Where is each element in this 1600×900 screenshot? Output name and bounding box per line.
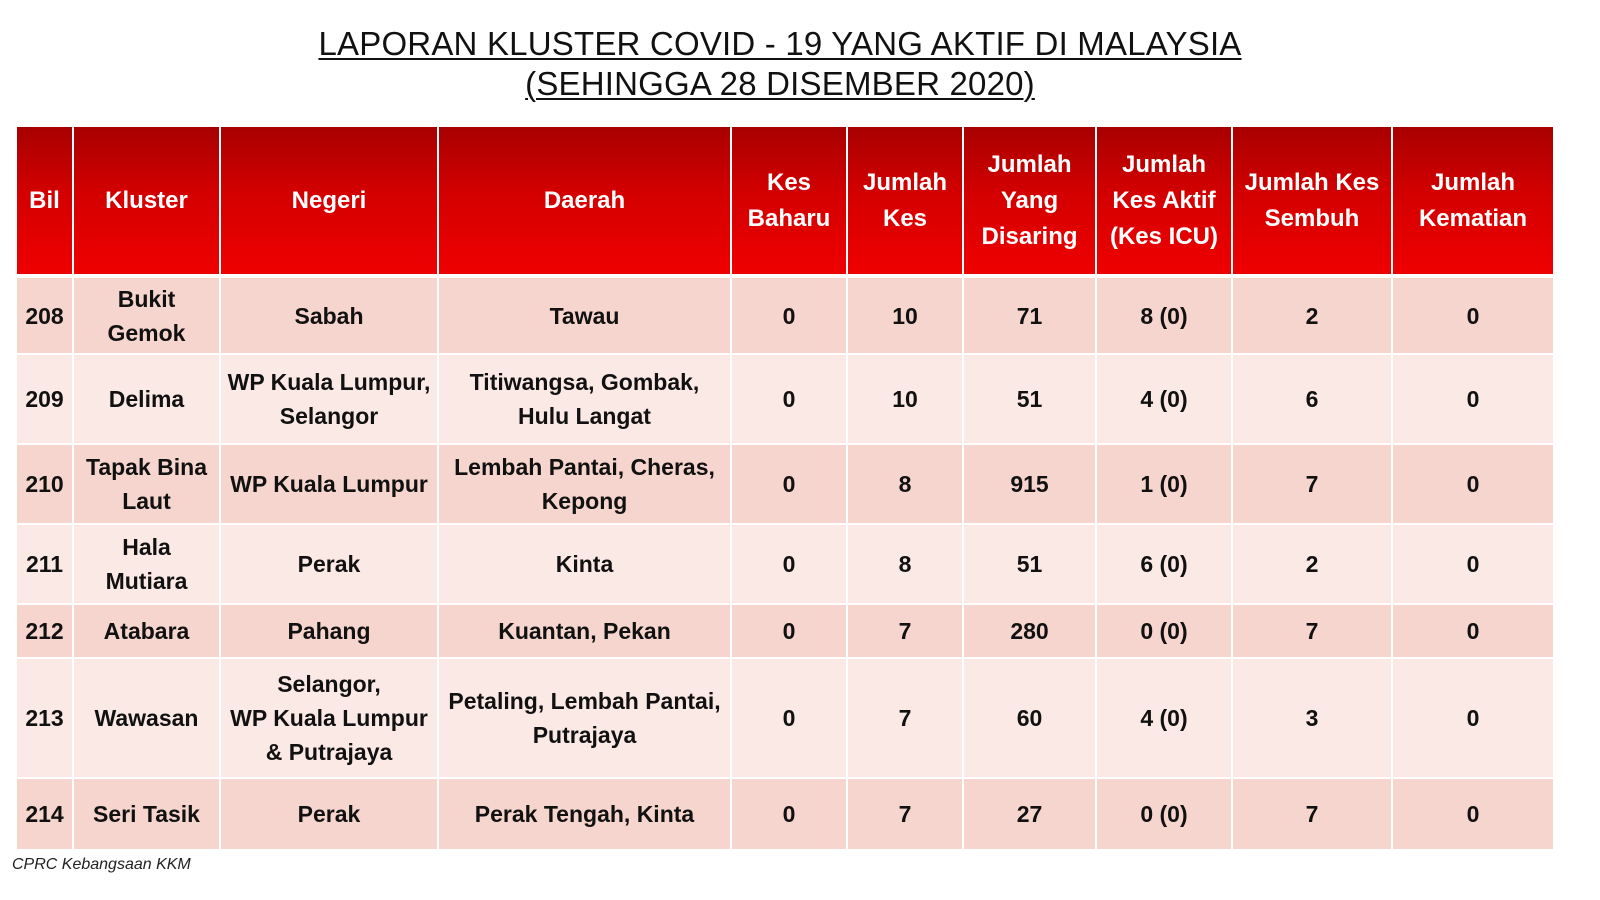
cell-jumlah-disaring: 51 (963, 354, 1096, 444)
column-header-text: Negeri (291, 186, 367, 214)
cell-kes-baharu: 0 (731, 444, 847, 524)
cell-bil: 213 (16, 658, 73, 778)
table-body (16, 276, 1554, 850)
column-header-jumlah-kes (847, 126, 963, 276)
column-header-text: Baharu (747, 204, 831, 232)
cell-jumlah-disaring: 51 (963, 524, 1096, 604)
column-header-text: Jumlah Kes (1244, 168, 1380, 196)
cell-negeri (220, 658, 438, 778)
table-row (16, 778, 1554, 850)
cell-kes-sembuh: 7 (1232, 444, 1392, 524)
cell-negeri (220, 276, 438, 354)
cell-jumlah-kes: 7 (847, 604, 963, 658)
column-header-text: Kematian (1418, 204, 1528, 232)
cell-kes-aktif: 6 (0) (1096, 524, 1232, 604)
cell-text-line: Perak (297, 801, 361, 827)
table-row (16, 658, 1554, 778)
cell-text-line: Pahang (287, 618, 371, 644)
cell-kematian: 0 (1392, 354, 1554, 444)
cell-kluster (73, 778, 220, 850)
cell-jumlah-kes: 7 (847, 778, 963, 850)
cell-kes-baharu: 0 (731, 354, 847, 444)
cell-kes-sembuh: 6 (1232, 354, 1392, 444)
cell-jumlah-disaring: 60 (963, 658, 1096, 778)
cell-kes-aktif: 1 (0) (1096, 444, 1232, 524)
column-header-text: Disaring (981, 222, 1078, 250)
cell-bil: 208 (16, 276, 73, 354)
cell-jumlah-disaring: 71 (963, 276, 1096, 354)
cell-kluster (73, 658, 220, 778)
cell-daerah (438, 604, 731, 658)
cell-kluster (73, 604, 220, 658)
cell-kes-sembuh: 3 (1232, 658, 1392, 778)
cell-text-line: Hala (122, 534, 171, 560)
cell-kluster (73, 354, 220, 444)
cell-kes-sembuh: 2 (1232, 524, 1392, 604)
cell-kes-aktif: 8 (0) (1096, 276, 1232, 354)
cell-text-line: Delima (108, 386, 185, 412)
cell-bil: 211 (16, 524, 73, 604)
cell-daerah (438, 444, 731, 524)
table-row (16, 444, 1554, 524)
cell-text-line: Tapak Bina (86, 454, 207, 480)
cell-kematian: 0 (1392, 276, 1554, 354)
cell-bil: 214 (16, 778, 73, 850)
report-title (0, 24, 1560, 104)
cell-text-line: Perak Tengah, Kinta (474, 801, 695, 827)
cell-kes-baharu: 0 (731, 524, 847, 604)
cell-jumlah-kes: 8 (847, 444, 963, 524)
cell-text-line: Laut (122, 488, 171, 514)
cell-kematian: 0 (1392, 444, 1554, 524)
table-row (16, 276, 1554, 354)
cell-bil: 210 (16, 444, 73, 524)
cell-text-line: WP Kuala Lumpur (230, 471, 428, 497)
cell-text-line: Sabah (294, 302, 364, 329)
column-header-text: (Kes ICU) (1109, 222, 1218, 250)
cell-kes-baharu: 0 (731, 778, 847, 850)
cell-kes-aktif: 4 (0) (1096, 354, 1232, 444)
cell-jumlah-disaring: 27 (963, 778, 1096, 850)
column-header-kes-baharu (731, 126, 847, 276)
column-header-kematian (1392, 126, 1554, 276)
cell-text-line: Selangor, (277, 671, 381, 697)
cell-kematian: 0 (1392, 604, 1554, 658)
cell-kes-aktif: 0 (0) (1096, 604, 1232, 658)
cell-kes-aktif: 0 (0) (1096, 778, 1232, 850)
column-header-text: Kluster (105, 186, 188, 214)
cell-text-line: Atabara (103, 618, 190, 644)
column-header-text: Sembuh (1264, 204, 1360, 232)
cell-daerah (438, 778, 731, 850)
cell-text-line: Mutiara (105, 568, 188, 594)
column-header-negeri (220, 126, 438, 276)
cell-text-line: Petaling, Lembah Pantai, (448, 688, 721, 714)
cell-negeri (220, 524, 438, 604)
column-header-text: Bil (29, 186, 60, 214)
column-header-kluster (73, 126, 220, 276)
column-header-jumlah-disaring (963, 126, 1096, 276)
header-row (16, 126, 1554, 276)
cell-text-line: WP Kuala Lumpur (230, 705, 428, 731)
column-header-text: Yang (1000, 186, 1059, 214)
table-header (16, 126, 1554, 276)
cell-text-line: Kinta (555, 551, 614, 577)
cell-kes-sembuh: 2 (1232, 276, 1392, 354)
cell-kes-aktif: 4 (0) (1096, 658, 1232, 778)
title-line-1: LAPORAN KLUSTER COVID - 19 YANG AKTIF DI MALAYSIA (318, 25, 1242, 62)
column-header-text: Kes (882, 204, 928, 232)
column-header-text: Jumlah (1430, 168, 1516, 196)
column-header-kes-aktif (1096, 126, 1232, 276)
cell-text-line: Tawau (549, 302, 620, 329)
cell-jumlah-disaring: 915 (963, 444, 1096, 524)
cell-jumlah-kes: 10 (847, 276, 963, 354)
cell-daerah (438, 524, 731, 604)
cell-kluster (73, 444, 220, 524)
column-header-text: Kes Aktif (1112, 186, 1216, 214)
cell-daerah (438, 354, 731, 444)
cell-jumlah-kes: 7 (847, 658, 963, 778)
cell-kematian: 0 (1392, 778, 1554, 850)
title-line-2: (SEHINGGA 28 DISEMBER 2020) (525, 65, 1035, 102)
table-row (16, 604, 1554, 658)
table-row (16, 354, 1554, 444)
cell-kes-baharu: 0 (731, 658, 847, 778)
cell-kes-sembuh: 7 (1232, 778, 1392, 850)
cell-jumlah-kes: 10 (847, 354, 963, 444)
cell-kluster (73, 524, 220, 604)
cluster-table (15, 125, 1555, 851)
cell-text-line: Bukit (117, 285, 176, 312)
cell-negeri (220, 444, 438, 524)
cell-text-line: WP Kuala Lumpur, (227, 369, 431, 395)
column-header-bil (16, 126, 73, 276)
cell-kes-sembuh: 7 (1232, 604, 1392, 658)
cell-bil: 209 (16, 354, 73, 444)
cell-jumlah-kes: 8 (847, 524, 963, 604)
cell-text-line: Putrajaya (532, 722, 637, 748)
cell-negeri (220, 354, 438, 444)
cell-text-line: Seri Tasik (93, 801, 200, 827)
cell-text-line: Wawasan (94, 705, 199, 731)
cell-negeri (220, 604, 438, 658)
cell-kluster (73, 276, 220, 354)
cell-kes-baharu: 0 (731, 276, 847, 354)
column-header-text: Jumlah (862, 168, 948, 196)
cell-kematian: 0 (1392, 524, 1554, 604)
cell-text-line: Lembah Pantai, Cheras, (454, 454, 715, 480)
cell-kematian: 0 (1392, 658, 1554, 778)
cell-text-line: Gemok (107, 319, 186, 346)
table-row (16, 524, 1554, 604)
cell-text-line: Kepong (541, 488, 628, 514)
cell-text-line: Perak (297, 551, 361, 577)
column-header-text: Jumlah (987, 150, 1072, 178)
column-header-daerah (438, 126, 731, 276)
column-header-text: Jumlah (1121, 150, 1207, 178)
cell-text-line: Kuantan, Pekan (498, 618, 671, 644)
cell-text-line: & Putrajaya (265, 739, 393, 765)
cell-jumlah-disaring: 280 (963, 604, 1096, 658)
cell-daerah (438, 658, 731, 778)
cell-kes-baharu: 0 (731, 604, 847, 658)
column-header-text: Kes (766, 168, 812, 196)
cell-text-line: Titiwangsa, Gombak, (469, 369, 700, 395)
cell-bil: 212 (16, 604, 73, 658)
cell-daerah (438, 276, 731, 354)
column-header-kes-sembuh (1232, 126, 1392, 276)
source-note: CPRC Kebangsaan KKM (12, 856, 191, 873)
cell-text-line: Selangor (279, 403, 379, 429)
column-header-text: Daerah (543, 186, 626, 214)
cell-negeri (220, 778, 438, 850)
cell-text-line: Hulu Langat (518, 403, 651, 429)
